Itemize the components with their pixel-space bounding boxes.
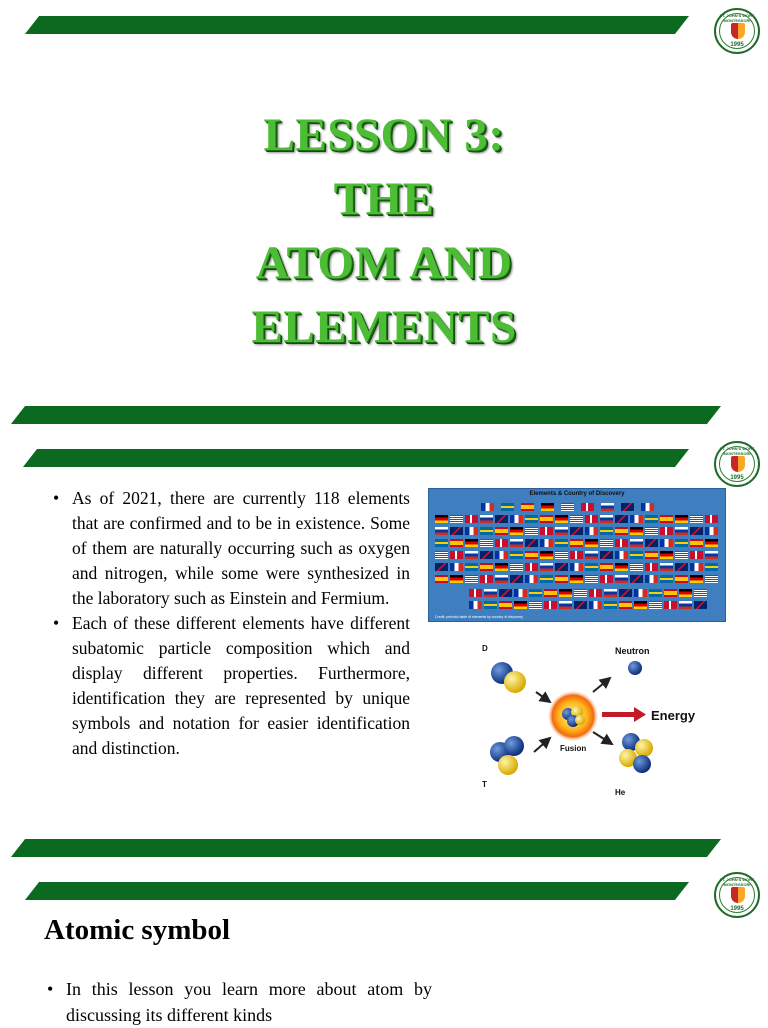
flag-cell <box>634 601 647 609</box>
flag-cell <box>525 527 538 535</box>
flag-cell <box>480 575 493 583</box>
flag-cell <box>555 515 568 523</box>
school-seal-logo <box>714 441 760 487</box>
flag-cell <box>570 515 583 523</box>
bottom-banner <box>11 839 721 857</box>
bottom-banner <box>11 406 721 424</box>
flag-cell <box>585 575 598 583</box>
flag-cell <box>585 563 598 571</box>
flag-cell <box>600 539 613 547</box>
flag-cell <box>570 539 583 547</box>
flag-cell <box>495 551 508 559</box>
flag-cell <box>619 589 632 597</box>
flag-cell <box>600 575 613 583</box>
flag-cell <box>574 601 587 609</box>
flag-cell <box>435 563 448 571</box>
flag-cell <box>559 589 572 597</box>
flag-cell <box>495 563 508 571</box>
flag-cell <box>540 575 553 583</box>
flag-cell <box>615 539 628 547</box>
label-fusion: Fusion <box>560 744 587 753</box>
flag-cell <box>465 575 478 583</box>
flag-cell <box>585 539 598 547</box>
flag-cell <box>501 503 514 511</box>
flag-cell <box>660 527 673 535</box>
lesson-title-line-4: ELEMENTS <box>251 301 517 353</box>
flag-cell <box>645 539 658 547</box>
flag-cell <box>675 563 688 571</box>
seal-text: ST. JOHN'S WORT MONTESSORI <box>719 877 755 887</box>
flag-cell <box>660 515 673 523</box>
flag-cell <box>510 527 523 535</box>
section-heading: Atomic symbol <box>44 914 231 946</box>
elements-bullet-list <box>50 486 410 761</box>
label-he: He <box>615 788 626 797</box>
flag-cell <box>600 515 613 523</box>
flag-cell <box>645 515 658 523</box>
flag-cell <box>495 575 508 583</box>
flag-cell <box>634 589 647 597</box>
flag-cell <box>675 539 688 547</box>
flag-cell <box>679 601 692 609</box>
flag-cell <box>495 527 508 535</box>
flag-cell <box>465 539 478 547</box>
flag-cell <box>641 503 654 511</box>
flag-cell <box>525 563 538 571</box>
flag-cell <box>450 515 463 523</box>
flag-cell <box>484 589 497 597</box>
label-energy: Energy <box>651 708 696 723</box>
flag-cell <box>615 515 628 523</box>
flag-cell <box>601 503 614 511</box>
flag-cell <box>480 539 493 547</box>
flag-cell <box>664 589 677 597</box>
seal-year: 1995 <box>730 42 744 48</box>
flag-cell <box>435 551 448 559</box>
flag-cell <box>541 503 554 511</box>
seal-year: 1995 <box>730 906 744 912</box>
seal-text: ST. JOHN'S WORT MONTESSORI <box>719 13 755 23</box>
neutron-particle <box>628 661 642 675</box>
flag-cell <box>521 503 534 511</box>
flag-cell <box>630 551 643 559</box>
flag-cell <box>694 601 707 609</box>
bullet-item: • Each of these different elements have different subatomic particle composition which and display different properties. Furthermore, identification they are represented by unique symbols and notation for easier identification and distinction. <box>50 611 410 761</box>
bullet-item: • In this lesson you learn more about atom by discussing its different kinds <box>44 976 432 1028</box>
flag-cell <box>705 551 718 559</box>
top-banner <box>23 449 689 467</box>
flag-cell <box>465 563 478 571</box>
flag-cell <box>435 575 448 583</box>
flag-cell <box>645 551 658 559</box>
flag-cell <box>514 589 527 597</box>
flag-cell <box>450 575 463 583</box>
flag-cell <box>450 527 463 535</box>
top-banner <box>25 882 689 900</box>
flag-cell <box>630 527 643 535</box>
flag-cell <box>660 551 673 559</box>
flag-cell <box>484 601 497 609</box>
flag-cell <box>630 515 643 523</box>
flag-cell <box>570 551 583 559</box>
flag-cell <box>480 515 493 523</box>
flag-cell <box>690 575 703 583</box>
flag-cell <box>675 575 688 583</box>
flag-cell <box>675 527 688 535</box>
flag-cell <box>615 551 628 559</box>
flag-cell <box>544 589 557 597</box>
flag-cell <box>585 527 598 535</box>
flag-cell <box>495 539 508 547</box>
flag-cell <box>645 527 658 535</box>
flag-cell <box>574 589 587 597</box>
flag-cell <box>600 527 613 535</box>
flag-cell <box>525 515 538 523</box>
flag-cell <box>615 575 628 583</box>
flag-cell <box>621 503 634 511</box>
flag-cell <box>675 551 688 559</box>
seal-text: ST. JOHN'S WORT MONTESSORI <box>719 446 755 456</box>
school-seal-logo <box>714 8 760 54</box>
flag-cell <box>645 563 658 571</box>
flag-cell <box>600 563 613 571</box>
label-neutron: Neutron <box>615 646 650 656</box>
flag-cell <box>540 515 553 523</box>
label-t: T <box>482 780 487 789</box>
flag-cell <box>544 601 557 609</box>
flag-cell <box>555 563 568 571</box>
lesson-title-line-1: LESSON 3: <box>263 109 505 161</box>
flag-cell <box>570 575 583 583</box>
flag-cell <box>630 539 643 547</box>
flag-cell <box>555 551 568 559</box>
deuterium-atom <box>491 662 526 693</box>
school-seal-logo <box>714 872 760 918</box>
flag-cell <box>660 563 673 571</box>
flag-cell <box>510 563 523 571</box>
flag-cell <box>690 527 703 535</box>
flag-cell <box>705 539 718 547</box>
flag-cell <box>435 527 448 535</box>
flag-cell <box>481 503 494 511</box>
flag-cell <box>480 563 493 571</box>
flag-cell <box>690 539 703 547</box>
top-banner <box>25 16 689 34</box>
flag-cell <box>435 515 448 523</box>
bullet-item: • As of 2021, there are currently 118 elements that are confirmed and to be in existence. Some of them are naturally occurring such as oxygen and nitrogen, while some were synthesized in the laboratory such as Einstein and Fermium. <box>50 486 410 611</box>
flag-cell <box>690 551 703 559</box>
flag-cell <box>555 527 568 535</box>
fusion-core <box>547 690 599 742</box>
flag-cell <box>540 527 553 535</box>
flag-cell <box>585 515 598 523</box>
flag-cell <box>540 563 553 571</box>
flag-cell <box>645 575 658 583</box>
flag-cell <box>525 539 538 547</box>
energy-arrow <box>602 707 646 722</box>
flag-cell <box>705 563 718 571</box>
flag-cell <box>615 527 628 535</box>
flag-cell <box>499 601 512 609</box>
flag-cell <box>630 563 643 571</box>
flag-cell <box>561 503 574 511</box>
flag-cell <box>570 563 583 571</box>
flag-cell <box>529 589 542 597</box>
flag-cell <box>660 575 673 583</box>
flag-cell <box>450 539 463 547</box>
flag-cell <box>649 601 662 609</box>
periodic-table-caption: Credit: periodic table of elements by country of discovery <box>435 615 523 619</box>
lesson-title-line-3: ATOM AND <box>255 237 513 289</box>
label-d: D <box>482 644 488 653</box>
flag-cell <box>649 589 662 597</box>
flag-cell <box>469 601 482 609</box>
flag-cell <box>465 551 478 559</box>
flag-cell <box>525 575 538 583</box>
flag-cell <box>514 601 527 609</box>
flag-cell <box>510 551 523 559</box>
flag-cell <box>555 575 568 583</box>
flag-cell <box>675 515 688 523</box>
flag-cell <box>510 575 523 583</box>
slide-title <box>0 0 768 420</box>
flag-cell <box>585 551 598 559</box>
flag-cell <box>690 515 703 523</box>
flag-cell <box>495 515 508 523</box>
flag-cell <box>510 515 523 523</box>
flag-cell <box>660 539 673 547</box>
seal-year: 1995 <box>730 475 744 481</box>
flag-cell <box>469 589 482 597</box>
helium-atom <box>619 733 653 773</box>
flag-cell <box>525 551 538 559</box>
flag-cell <box>615 563 628 571</box>
flag-cell <box>600 551 613 559</box>
flag-cell <box>499 589 512 597</box>
flag-cell <box>480 527 493 535</box>
flag-cell <box>694 589 707 597</box>
flag-cell <box>465 527 478 535</box>
flag-cell <box>465 515 478 523</box>
periodic-table-title: Elements & Country of Discovery <box>529 491 625 497</box>
flag-cell <box>435 539 448 547</box>
flag-cell <box>604 589 617 597</box>
flag-cell <box>555 539 568 547</box>
flag-cell <box>480 551 493 559</box>
flag-cell <box>450 563 463 571</box>
flag-cell <box>589 589 602 597</box>
fusion-diagram <box>478 640 724 800</box>
flag-cell <box>630 575 643 583</box>
flag-cell <box>619 601 632 609</box>
flag-cell <box>690 563 703 571</box>
flag-cell <box>570 527 583 535</box>
atomic-symbol-bullet-list <box>44 976 432 1028</box>
flag-cell <box>540 539 553 547</box>
flag-cell <box>679 589 692 597</box>
flag-cell <box>450 551 463 559</box>
flag-cell <box>664 601 677 609</box>
flag-cell <box>589 601 602 609</box>
flag-cell <box>705 515 718 523</box>
flag-cell <box>604 601 617 609</box>
flag-cell <box>529 601 542 609</box>
flag-cell <box>510 539 523 547</box>
lesson-title-line-2: THE <box>333 173 435 225</box>
flag-cell <box>581 503 594 511</box>
tritium-atom <box>490 736 524 775</box>
flag-cell <box>559 601 572 609</box>
flag-cell <box>705 527 718 535</box>
periodic-table-image <box>428 488 726 622</box>
flag-cell <box>705 575 718 583</box>
flag-cell <box>540 551 553 559</box>
